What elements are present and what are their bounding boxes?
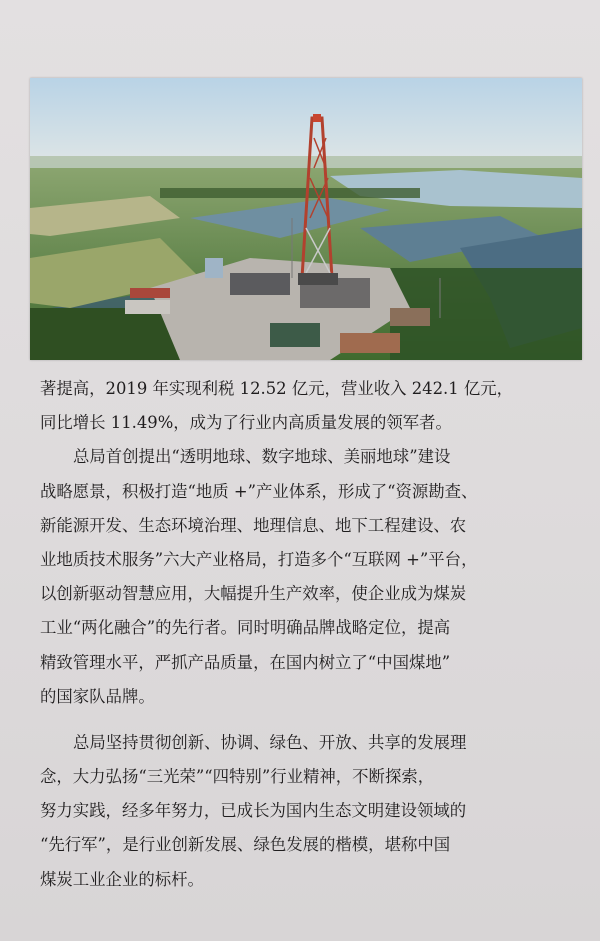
text-line: 精致管理水平，严抓产品质量，在国内树立了“中国煤地” xyxy=(40,652,451,672)
text-line: 煤炭工业企业的标杆。 xyxy=(40,869,204,889)
text-line: 战略愿景，积极打造“地质 +”产业体系，形成了“资源勘查、 xyxy=(40,481,478,501)
text-line: 新能源开发、生态环境治理、地理信息、地下工程建设、农 xyxy=(40,515,467,535)
drilling-rig-aerial-photo xyxy=(30,78,582,360)
paragraph-spacer xyxy=(40,714,588,726)
photo-illustration xyxy=(30,78,582,360)
text-line: 著提高，2019 年实现利税 12.52 亿元，营业收入 242.1 亿元， xyxy=(40,379,514,398)
article-body xyxy=(40,372,588,897)
text-line: 业地质技术服务”六大产业格局，打造多个“互联网 +”平台， xyxy=(40,549,478,569)
text-line: 工业“两化融合”的先行者。同时明确品牌战略定位，提高 xyxy=(40,618,451,638)
text-line: 以创新驱动智慧应用，大幅提升生产效率，使企业成为煤炭 xyxy=(40,584,467,604)
text-line: 同比增长 11.49%，成为了行业内高质量发展的领军者。 xyxy=(40,413,452,433)
text-line: 总局首创提出“透明地球、数字地球、美丽地球”建设 xyxy=(73,447,451,467)
text-line: 的国家队品牌。 xyxy=(40,686,155,706)
text-line: “先行军”，是行业创新发展、绿色发展的楷模，堪称中国 xyxy=(40,835,451,855)
text-line: 努力实践，经多年努力，已成长为国内生态文明建设领域的 xyxy=(40,801,467,821)
text-line: 念，大力弘扬“三光荣”“四特别”行业精神，不断探索， xyxy=(40,767,435,787)
text-line: 总局坚持贯彻创新、协调、绿色、开放、共享的发展理 xyxy=(73,732,467,752)
